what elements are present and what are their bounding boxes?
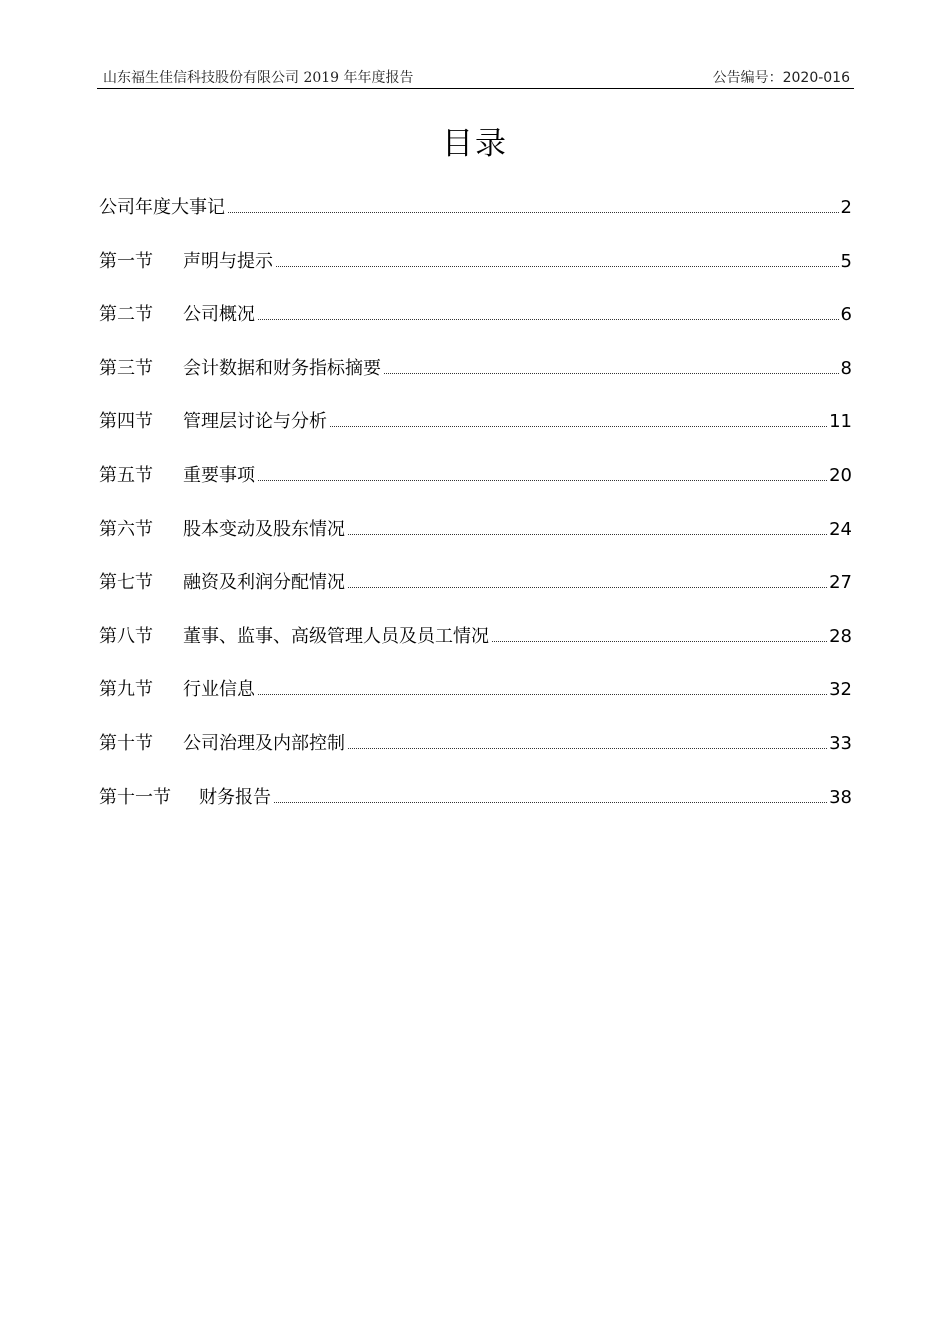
toc-entry-label: 重要事项 — [183, 464, 255, 486]
toc-entry-label: 管理层讨论与分析 — [183, 411, 327, 433]
toc-entry-label: 财务报告 — [199, 786, 271, 808]
toc-title: 目录 — [442, 126, 508, 162]
toc-leader-dots — [348, 748, 827, 749]
toc-entry-label: 董事、监事、高级管理人员及员工情况 — [183, 625, 489, 647]
toc-entry-label: 公司治理及内部控制 — [183, 732, 345, 754]
toc-entry-section-4[interactable] — [99, 408, 852, 435]
toc-entry-section-8[interactable] — [99, 623, 852, 650]
toc-entry-page: 32 — [829, 679, 852, 701]
toc-entry-section: 第十节 — [99, 732, 153, 754]
toc-entry-section: 第七节 — [99, 572, 153, 594]
toc-leader-dots — [274, 802, 827, 803]
toc-leader-dots — [348, 534, 827, 535]
toc-entry-page: 5 — [840, 250, 852, 272]
toc-entry-section-3[interactable] — [99, 355, 852, 382]
toc-entry-label: 股本变动及股东情况 — [183, 518, 345, 540]
toc-entry-label: 融资及利润分配情况 — [183, 572, 345, 594]
toc-entry-label: 公司年度大事记 — [99, 197, 225, 218]
toc-entry-section: 第六节 — [99, 518, 153, 540]
toc-entry-section-10[interactable] — [99, 730, 852, 757]
toc-entry-section: 第一节 — [99, 250, 153, 272]
page-header — [97, 64, 854, 89]
report-title: 山东福生佳信科技股份有限公司 2019 年年度报告 — [103, 70, 414, 86]
toc-entry-page: 6 — [840, 304, 852, 326]
toc-entry-section-5[interactable] — [99, 462, 852, 489]
toc-entry-page: 11 — [829, 411, 852, 433]
announcement-number: 公告编号：2020-016 — [712, 70, 850, 86]
toc-entry-section: 第四节 — [99, 411, 153, 433]
toc-entry-page: 28 — [829, 625, 852, 647]
toc-leader-dots — [348, 587, 827, 588]
toc-entry-section: 第二节 — [99, 304, 153, 326]
toc-entry-page: 20 — [829, 464, 852, 486]
toc-entry-section: 第五节 — [99, 464, 153, 486]
toc-entry-section-1[interactable] — [99, 248, 852, 275]
toc-entry-section: 第八节 — [99, 625, 153, 647]
toc-entry-label: 公司概况 — [183, 304, 255, 326]
toc-entry-section: 第九节 — [99, 679, 153, 701]
toc-leader-dots — [258, 694, 827, 695]
toc-entry-page: 27 — [829, 572, 852, 594]
toc-entry-label: 会计数据和财务指标摘要 — [183, 357, 381, 379]
toc-entry-page: 8 — [840, 357, 852, 379]
toc-leader-dots — [276, 266, 839, 267]
toc-leader-dots — [330, 426, 827, 427]
toc-entry-label: 声明与提示 — [183, 250, 273, 272]
toc-entry-page: 2 — [840, 197, 852, 218]
toc-leader-dots — [258, 319, 839, 320]
toc-entry-section: 第三节 — [99, 357, 153, 379]
toc-leader-dots — [228, 212, 839, 213]
toc-leader-dots — [384, 373, 839, 374]
toc-entry-section-11[interactable] — [99, 784, 852, 811]
toc-entry-section-7[interactable] — [99, 569, 852, 596]
toc-entry-section-2[interactable] — [99, 301, 852, 328]
toc-entry-section: 第十一节 — [99, 786, 171, 808]
toc-entry-page: 24 — [829, 518, 852, 540]
toc-leader-dots — [492, 641, 827, 642]
toc-entry-page: 38 — [829, 786, 852, 808]
table-of-contents — [99, 194, 852, 837]
toc-entry-events[interactable] — [99, 194, 852, 221]
toc-entry-section-9[interactable] — [99, 676, 852, 703]
toc-entry-section-6[interactable] — [99, 516, 852, 543]
toc-entry-page: 33 — [829, 732, 852, 754]
toc-entry-label: 行业信息 — [183, 679, 255, 701]
toc-leader-dots — [258, 480, 827, 481]
